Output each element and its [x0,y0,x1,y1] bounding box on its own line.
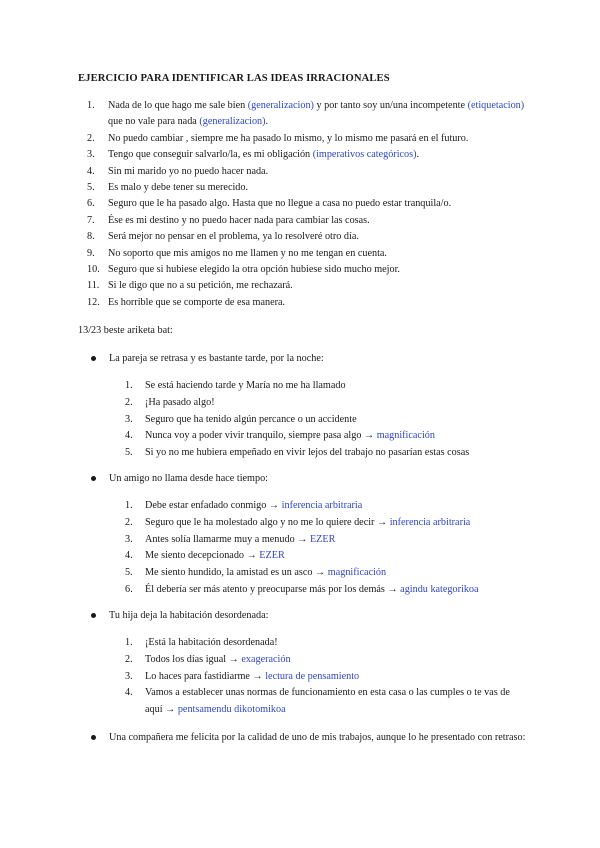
item-text: Seguro que si hubiese elegido la otra opción hubiese sido mucho mejor. [108,264,400,276]
thought-text: ¡Está la habitación desordenada! [145,637,278,648]
thought-text: Seguro que ha tenido algún percance o un accidente [145,413,357,425]
bullet-dot-icon [91,613,96,618]
numbered-item [78,131,528,147]
thought-item [78,548,528,565]
item-number: 2. [87,132,95,144]
thought-item [78,635,528,652]
arrow-icon: → [297,533,308,545]
distortion-label: exageración [241,653,291,665]
numbered-item [78,246,528,262]
item-number: 10. [87,264,100,276]
thought-item [78,685,528,719]
thought-text: Todos los días igual [145,653,229,665]
item-number: 1. [87,100,95,111]
thought-text: ¡Ha pasado algo! [145,396,215,408]
item-text: Si le digo que no a su petición, me rechazará. [108,280,293,292]
item-number: 7. [87,214,95,226]
thought-text: Seguro que le ha molestado algo y no me lo quiere decir [145,516,377,528]
bullet-dot-icon [91,476,96,481]
arrow-icon: → [376,516,388,528]
scenario-colleague-praise [78,729,528,746]
item-number: 3. [125,533,133,545]
thought-text: Vamos a establecer unas normas de funcionamiento en esta casa o las cumples o te vas de aquí [145,687,510,716]
scenario-friend-no-call [78,470,528,599]
thought-item [78,532,528,549]
scenario-messy-room [78,607,528,719]
item-number: 5. [87,182,95,194]
numbered-item [78,295,528,311]
numbered-item [78,262,528,278]
thought-text: Antes solía llamarme muy a menudo [145,533,298,545]
item-text: No soporto que mis amigos no me llamen y no me tengan en cuenta. [108,247,387,259]
item-number: 12. [87,296,100,308]
item-number: 5. [125,567,133,579]
distortion-label: EZER [259,550,285,562]
thought-list [78,635,528,719]
numbered-item [78,147,528,163]
item-text: Es horrible que se comporte de esa manera. [108,296,286,308]
distortion-label: inferencia arbitraria [389,516,471,528]
item-text: Ése es mi destino y no puedo hacer nada para cambiar las cosas. [108,214,370,226]
item-number: 4. [125,430,133,442]
thought-item [78,515,528,532]
distortion-label: magnificación [376,430,435,442]
thought-text: Debe estar enfadado conmigo [145,500,269,511]
item-text: . [265,116,269,128]
thought-list [78,498,528,599]
thought-text: Si yo no me hubiera empeñado en vivir lejos del trabajo no pasarían estas cosas [145,447,470,459]
item-number: 5. [125,447,133,459]
item-text: No puedo cambiar , siempre me ha pasado lo mismo, y lo mismo me pasará en el futuro. [108,132,469,144]
scenario-text: Un amigo no llama desde hace tiempo: [109,473,268,484]
item-number: 4. [87,165,95,177]
item-number: 1. [125,500,133,511]
thought-list [78,378,528,462]
thought-text: Lo haces para fastidiarme [145,670,253,682]
item-text: Tengo que conseguir salvarlo/la, es mi obligación [108,149,313,161]
scenario-text: Tu hija deja la habitación desordenada: [109,610,269,621]
numbered-item [78,213,528,229]
item-text: Nada de lo que hago me sale bien [108,100,248,111]
thought-item [78,652,528,669]
item-text: y por tanto soy un/una incompetente [313,100,468,111]
numbered-item [78,278,528,294]
numbered-item [78,98,528,131]
item-number: 2. [125,516,133,528]
item-number: 1. [125,380,133,391]
distortion-label: (etiquetacion) [467,100,525,111]
item-text: . [416,149,420,161]
distortion-label: (generalizacion) [199,116,266,128]
item-number: 9. [87,247,95,259]
thought-text: Se está haciendo tarde y María no me ha llamado [145,380,346,391]
item-number: 8. [87,231,95,243]
scenario-text: Una compañera me felicita por la calidad de uno de mis trabajos, aunque lo he presentado con retraso: [109,732,526,743]
distortion-label: magnificación [327,567,387,579]
thought-text: Me siento hundido, la amistad es un asco [145,567,316,579]
arrow-icon: → [228,653,239,665]
item-number: 2. [125,653,133,665]
item-text: Seguro que le ha pasado algo. Hasta que no llegue a casa no puedo estar tranquila/o. [108,198,452,210]
item-number: 11. [87,280,100,292]
item-text: que no vale para nada [108,116,200,128]
scenario-heading [78,350,528,367]
numbered-item [78,164,528,180]
thought-text: Nunca voy a poder vivir tranquilo, siempre pasa algo [145,430,364,442]
arrow-icon: → [363,430,375,442]
scenario-heading [78,729,528,746]
scenario-partner-late [78,350,528,462]
thought-item [78,565,528,582]
scenario-heading [78,607,528,624]
arrow-icon: → [268,500,280,511]
item-text: Es malo y debe tener su merecido. [108,182,249,194]
thought-text: Él debería ser más atento y preocuparse más por los demás [145,583,388,595]
item-text: Sin mi marido yo no puedo hacer nada. [108,165,269,177]
scenario-heading [78,470,528,487]
item-number: 3. [125,413,133,425]
arrow-icon: → [252,670,263,682]
thought-text: Me siento decepcionado [145,550,247,562]
numbered-item [78,180,528,196]
distortion-label: inferencia arbitraria [281,500,363,511]
thought-item [78,412,528,429]
distortion-label: EZER [309,533,336,545]
numbered-item [78,229,528,245]
page-title: EJERCICIO PARA IDENTIFICAR LAS IDEAS IRRACIONALES [78,73,390,84]
item-number: 2. [125,396,133,408]
irrational-ideas-list [78,98,528,311]
thought-item [78,428,528,445]
item-number: 4. [125,687,133,699]
arrow-icon: → [246,550,257,562]
scenario-text: La pareja se retrasa y es bastante tarde, por la noche: [109,353,324,364]
distortion-label: pentsamendu dikotomikoa [177,704,286,716]
item-number: 3. [125,670,133,682]
thought-item [78,582,528,599]
bullet-dot-icon [91,735,96,740]
arrow-icon: → [165,704,176,716]
thought-item [78,669,528,686]
thought-item [78,445,528,462]
numbered-item [78,196,528,212]
item-number: 6. [125,583,133,595]
distortion-label: lectura de pensamiento [265,670,360,682]
distortion-label: agindu kategorikoa [400,583,479,595]
item-number: 1. [125,637,133,648]
exercise-intro: 13/23 beste ariketa bat: [78,325,173,336]
arrow-icon: → [387,583,398,595]
item-number: 6. [87,198,95,210]
arrow-icon: → [315,567,326,579]
thought-item [78,395,528,412]
item-number: 3. [87,149,95,161]
item-text: Será mejor no pensar en el problema, ya lo resolveré otro día. [108,231,359,243]
thought-item [78,378,528,395]
bullet-dot-icon [91,356,96,361]
distortion-label: (generalizacion) [247,100,314,111]
thought-item [78,498,528,515]
distortion-label: (imperativos categóricos) [312,149,417,161]
item-number: 4. [125,550,133,562]
